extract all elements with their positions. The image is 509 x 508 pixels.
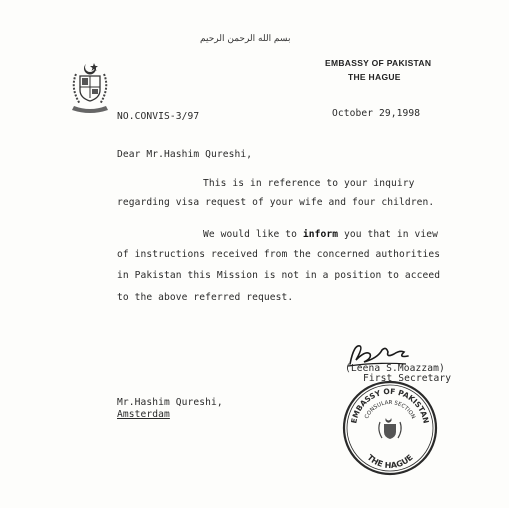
paragraph-2-line-3: in Pakistan this Mission is not in a position to acceed: [117, 270, 441, 281]
stamp-middle-text: CONSULAR SECTION: [364, 399, 416, 420]
paragraph-2-line-1-bold-word: inform: [302, 229, 339, 240]
embassy-name: EMBASSY OF PAKISTAN: [325, 58, 432, 68]
paragraph-1-line-1: This is in reference to your inquiry: [203, 178, 415, 189]
paragraph-2-line-4: to the above referred request.: [117, 292, 294, 303]
addressee-city: Amsterdam: [117, 409, 170, 420]
embassy-stamp: [340, 378, 440, 478]
salutation: Dear Mr.Hashim Qureshi,: [117, 149, 253, 160]
stamp-top-text: EMBASSY OF PAKISTAN: [349, 386, 431, 425]
paragraph-2-line-1: [203, 229, 438, 240]
stamp-bottom-text: THE HAGUE: [365, 452, 415, 471]
bismillah-heading: بسم الله الرحمن الرحيم: [200, 34, 291, 44]
reference-number: NO.CONVIS-3/97: [117, 111, 200, 122]
paragraph-2-line-1-end: you that in view: [338, 229, 439, 240]
embassy-city: THE HAGUE: [348, 72, 401, 82]
signatory-name: (Leena S.Moazzam): [345, 363, 445, 374]
signatory-title: First Secretary: [363, 373, 452, 384]
svg-text:CONSULAR SECTION: [364, 400, 416, 420]
paragraph-2-line-1-start: We would like to: [203, 229, 303, 240]
pakistan-emblem-icon: [66, 60, 114, 116]
letter-date: October 29,1998: [332, 108, 421, 119]
addressee-name: Mr.Hashim Qureshi,: [117, 397, 223, 408]
paragraph-2-line-2: of instructions received from the concerned authorities: [117, 249, 441, 260]
paragraph-1-line-2: regarding visa request of your wife and four children.: [117, 197, 435, 208]
